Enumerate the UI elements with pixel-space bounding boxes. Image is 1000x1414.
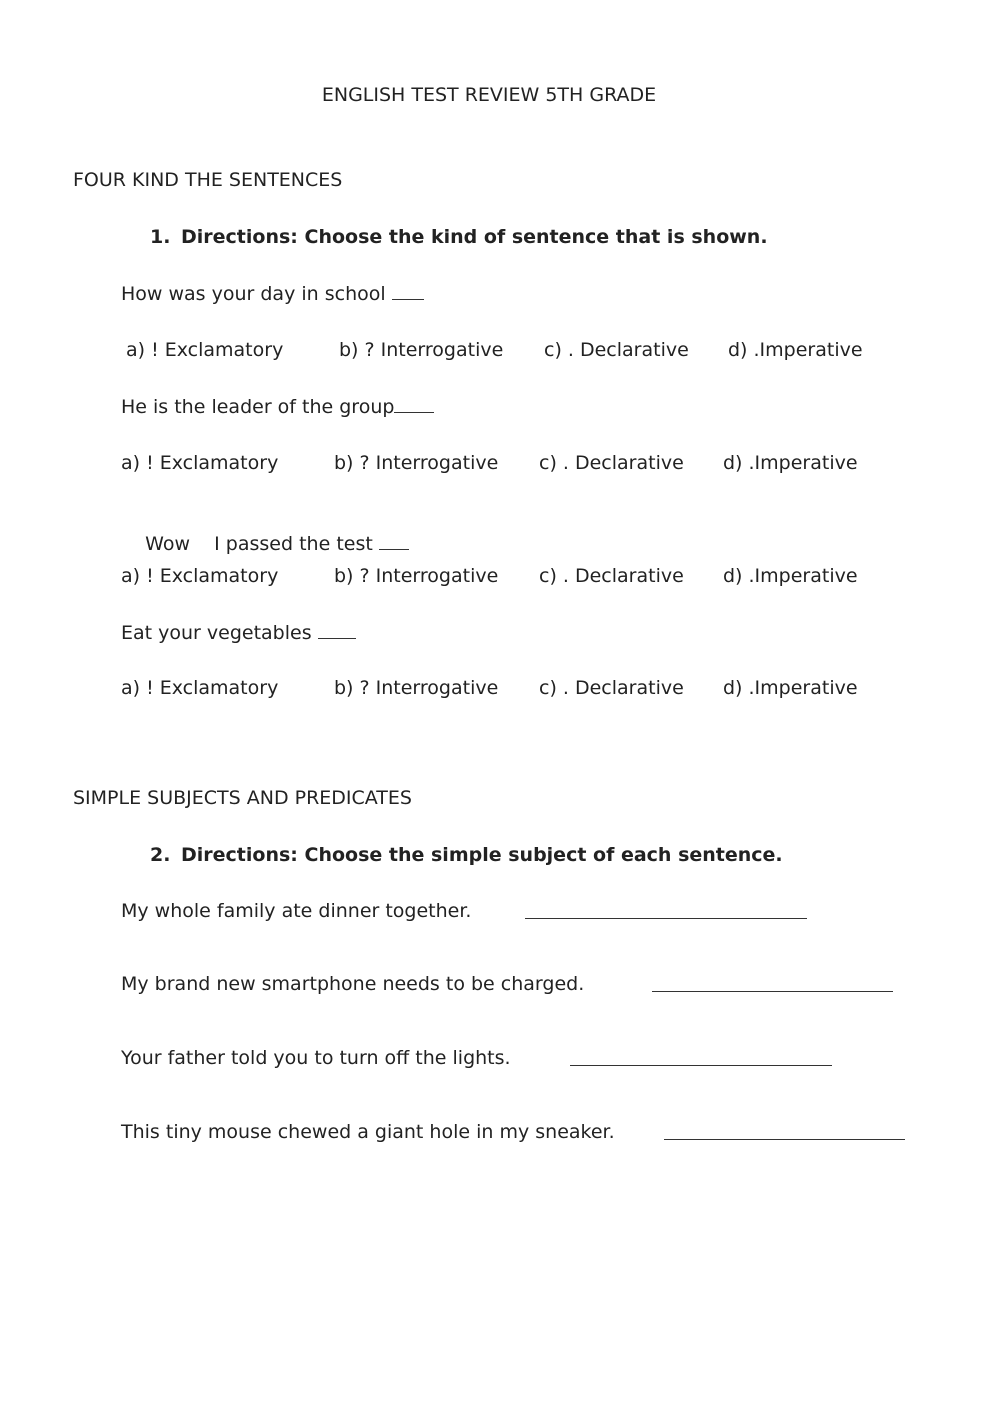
option-a[interactable]: a) ! Exclamatory	[126, 339, 284, 361]
option-a[interactable]: a) ! Exclamatory	[121, 565, 279, 587]
answer-blank[interactable]	[394, 394, 434, 413]
option-a[interactable]: a) ! Exclamatory	[121, 677, 279, 699]
directions-number: 1.	[150, 226, 171, 248]
question-2	[121, 394, 434, 419]
directions-text: Directions: Choose the simple subject of each sentence.	[181, 844, 783, 866]
section-heading-subjects-predicates: SIMPLE SUBJECTS AND PREDICATES	[73, 787, 412, 809]
question-text: How was your day in school	[121, 283, 386, 305]
option-c[interactable]: c) . Declarative	[539, 565, 684, 587]
page-title: ENGLISH TEST REVIEW 5TH GRADE	[321, 84, 657, 106]
section-heading-sentence-kinds: FOUR KIND THE SENTENCES	[73, 169, 343, 191]
directions-1	[150, 225, 768, 249]
question-text: He is the leader of the group	[121, 396, 395, 418]
option-b[interactable]: b) ? Interrogative	[334, 565, 499, 587]
option-c[interactable]: c) . Declarative	[544, 339, 689, 361]
subject-sentence-1: My whole family ate dinner together.	[121, 900, 472, 922]
option-d[interactable]: d) .Imperative	[723, 677, 858, 699]
option-d[interactable]: d) .Imperative	[723, 565, 858, 587]
option-d[interactable]: d) .Imperative	[723, 452, 858, 474]
option-a[interactable]: a) ! Exclamatory	[121, 452, 279, 474]
answer-line[interactable]	[525, 918, 807, 919]
option-c[interactable]: c) . Declarative	[539, 677, 684, 699]
question-text: Wow I passed the test	[145, 533, 373, 555]
subject-sentence-2: My brand new smartphone needs to be charged.	[121, 973, 585, 995]
option-d[interactable]: d) .Imperative	[728, 339, 863, 361]
option-b[interactable]: b) ? Interrogative	[339, 339, 504, 361]
answer-line[interactable]	[570, 1065, 832, 1066]
question-text: Eat your vegetables	[121, 622, 312, 644]
directions-number: 2.	[150, 844, 171, 866]
answer-line[interactable]	[652, 991, 893, 992]
option-c[interactable]: c) . Declarative	[539, 452, 684, 474]
question-1	[121, 281, 424, 306]
option-b[interactable]: b) ? Interrogative	[334, 677, 499, 699]
question-4	[121, 620, 356, 645]
answer-blank[interactable]	[392, 281, 424, 300]
subject-sentence-4: This tiny mouse chewed a giant hole in my sneaker.	[121, 1121, 615, 1143]
directions-2	[150, 843, 783, 867]
directions-text: Directions: Choose the kind of sentence that is shown.	[181, 226, 768, 248]
answer-blank[interactable]	[379, 531, 409, 550]
option-b[interactable]: b) ? Interrogative	[334, 452, 499, 474]
subject-sentence-3: Your father told you to turn off the lights.	[121, 1047, 511, 1069]
answer-blank[interactable]	[318, 620, 356, 639]
answer-line[interactable]	[664, 1139, 905, 1140]
